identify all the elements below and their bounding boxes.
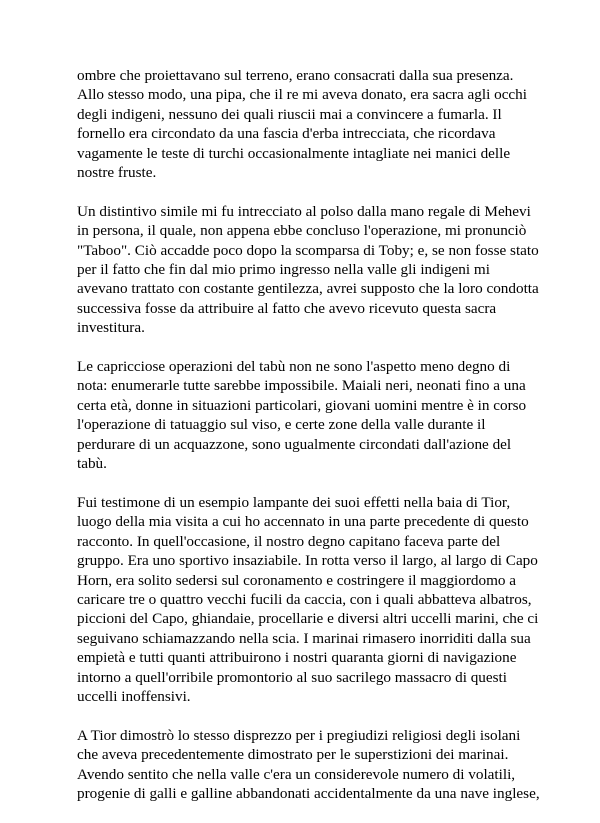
text-line: uccelli inoffensivi. [77, 687, 191, 705]
text-line: che aveva precedentemente dimostrato per le superstizioni dei marinai. [77, 746, 509, 764]
text-line: luogo della mia visita a cui ho accennato in una parte precedente di questo [77, 513, 529, 531]
text-line: progenie di galli e galline abbandonati accidentalmente da una nave inglese, [77, 784, 540, 802]
paragraph [77, 726, 547, 804]
text-line: tabù. [77, 455, 107, 473]
text-line: intorno a quell'orribile promontorio al suo sacrilego massacro di questi [77, 668, 507, 686]
text-line: ombre che proiettavano sul terreno, erano consacrati dalla sua presenza. [77, 67, 514, 84]
text-line: Fui testimone di un esempio lampante dei suoi effetti nella baia di Tior, [77, 493, 511, 511]
paragraph [77, 493, 547, 706]
text-line: A Tior dimostrò lo stesso disprezzo per i pregiudizi religiosi degli isolani [77, 726, 521, 744]
text-line: Un distintivo simile mi fu intrecciato al polso dalla mano regale di Mehevi [77, 202, 531, 220]
paragraph [77, 357, 547, 473]
text-line: in persona, il quale, non appena ebbe concluso l'operazione, mi pronunciò [77, 222, 527, 240]
text-line: degli indigeni, nessuno dei quali riuscii mai a convincere a fumarla. Il [77, 105, 502, 123]
text-line: gruppo. Era uno sportivo insaziabile. In rotta verso il largo, al largo di Capo [77, 552, 538, 570]
paragraph [77, 66, 547, 182]
text-line: caricare tre o quattro vecchi fucili da caccia, con i quali abbatteva albatros, [77, 590, 532, 608]
text-line: vagamente le teste di turchi occasionalmente intagliate nei manici delle [77, 144, 511, 162]
text-line: "Taboo". Ciò accadde poco dopo la scomparsa di Toby; e, se non fosse stato [77, 241, 539, 259]
text-line: investitura. [77, 319, 145, 337]
paragraph [77, 202, 547, 338]
text-line: piccioni del Capo, ghiandaie, procellarie e diversi altri uccelli marini, che ci [77, 610, 539, 628]
text-line: Horn, era solito sedersi sul coronamento e costringere il maggiordomo a [77, 571, 517, 589]
text-line: perdurare di un acquazzone, sono ugualmente circondati dall'azione del [77, 435, 512, 453]
text-line: Allo stesso modo, una pipa, che il re mi aveva donato, era sacra agli occhi [77, 86, 527, 104]
text-line: Le capricciose operazioni del tabù non ne sono l'aspetto meno degno di [77, 358, 511, 376]
text-line: nota: enumerarle tutte sarebbe impossibile. Maiali neri, neonati fino a una [77, 377, 526, 395]
text-line: certa età, donne in situazioni particolari, giovani uomini mentre è in corso [77, 396, 527, 414]
text-line: avevano trattato con costante gentilezza, avrei supposto che la loro condotta [77, 280, 539, 298]
text-line: per il fatto che fin dal mio primo ingresso nella valle gli indigeni mi [77, 261, 490, 279]
text-line: Avendo sentito che nella valle c'era un considerevole numero di volatili, [77, 765, 516, 783]
text-line: l'operazione di tatuaggio sul viso, e certe zone della valle durante il [77, 416, 486, 434]
text-line: fornello era circondato da una fascia d'erba intrecciata, che ricordava [77, 125, 496, 143]
text-line: empietà e tutti quanti attribuirono i nostri quaranta giorni di navigazione [77, 649, 517, 667]
text-line: racconto. In quell'occasione, il nostro degno capitano faceva parte del [77, 532, 501, 550]
text-line: successiva fosse da attribuire al fatto che avevo ricevuto questa sacra [77, 299, 497, 317]
text-line: seguivano schiamazzando nella scia. I marinai rimasero inorriditi dalla sua [77, 629, 531, 647]
body-text [77, 66, 547, 823]
text-line: nostre fruste. [77, 164, 157, 182]
